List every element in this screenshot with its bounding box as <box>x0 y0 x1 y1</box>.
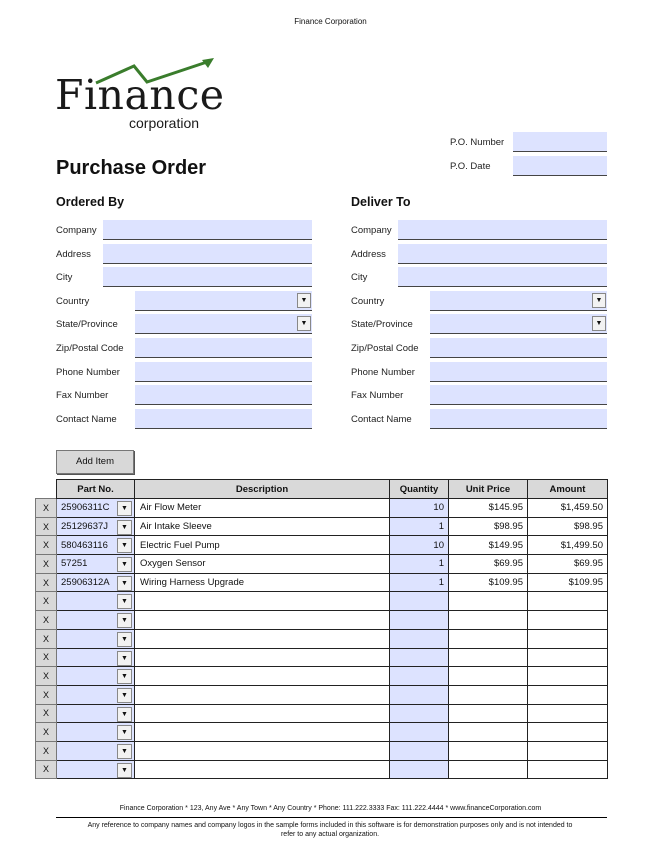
po-number-label: P.O. Number <box>450 137 505 148</box>
quantity-field[interactable] <box>390 592 449 611</box>
dropdown-arrow-icon[interactable]: ▼ <box>117 632 132 647</box>
remove-row-button[interactable]: X <box>36 723 57 742</box>
quantity-field[interactable]: 1 <box>390 555 449 574</box>
page-header-text: Finance Corporation <box>294 17 367 26</box>
add-item-button[interactable]: Add Item <box>56 450 134 474</box>
quantity-field[interactable] <box>390 723 449 742</box>
table-row <box>36 499 608 518</box>
table-row <box>36 536 608 555</box>
part-number-select[interactable] <box>57 536 135 555</box>
amount-cell: $98.95 <box>528 517 608 536</box>
deliver-to-label: Company <box>351 225 392 236</box>
part-number-select[interactable] <box>57 648 135 667</box>
unit-price-cell <box>449 629 528 648</box>
table-row <box>36 741 608 760</box>
po-number-field[interactable] <box>513 132 607 152</box>
unit-price-cell: $145.95 <box>449 499 528 518</box>
table-row <box>36 555 608 574</box>
dropdown-arrow-icon[interactable]: ▼ <box>117 557 132 572</box>
ordered-by-label: Country <box>56 296 90 307</box>
dropdown-arrow-icon[interactable]: ▼ <box>117 651 132 666</box>
table-row <box>36 517 608 536</box>
deliver-to-field[interactable] <box>398 244 607 264</box>
amount-cell <box>528 611 608 630</box>
part-number-value: 25906311C <box>61 502 110 514</box>
ordered-by-field[interactable] <box>103 220 312 240</box>
dropdown-arrow-icon[interactable]: ▼ <box>117 594 132 609</box>
deliver-to-label: State/Province <box>351 319 413 330</box>
deliver-to-label: Address <box>351 249 386 260</box>
remove-row-button[interactable]: X <box>36 536 57 555</box>
table-row <box>36 685 608 704</box>
amount-cell <box>528 704 608 723</box>
part-number-value: 25906312A <box>61 577 110 589</box>
remove-row-button[interactable]: X <box>36 611 57 630</box>
amount-cell <box>528 723 608 742</box>
dropdown-arrow-icon[interactable]: ▼ <box>117 576 132 591</box>
dropdown-arrow-icon[interactable]: ▼ <box>117 501 132 516</box>
unit-price-cell <box>449 723 528 742</box>
dropdown-arrow-icon[interactable]: ▼ <box>117 688 132 703</box>
page-title: Purchase Order <box>56 157 207 179</box>
description-cell[interactable] <box>135 667 390 686</box>
table-row <box>36 723 608 742</box>
ordered-by-field[interactable] <box>103 244 312 264</box>
po-date-label: P.O. Date <box>450 161 491 172</box>
table-row <box>36 667 608 686</box>
table-row <box>36 760 608 779</box>
table-row <box>36 611 608 630</box>
footer-disclaimer: Any reference to company names and company logos in the sample forms included in this software is for demonstration purposes only and is not intended to refer to any actual organization. <box>87 822 573 838</box>
part-number-select[interactable] <box>57 592 135 611</box>
ordered-by-field[interactable] <box>135 385 312 405</box>
quantity-field[interactable] <box>390 611 449 630</box>
amount-cell: $1,459.50 <box>528 499 608 518</box>
logo-sub-text: corporation <box>129 115 200 131</box>
part-number-value: 25129637J <box>61 521 109 533</box>
amount-cell <box>528 760 608 779</box>
quantity-field[interactable] <box>390 741 449 760</box>
part-number-value: 57251 <box>61 558 88 570</box>
ordered-by-label: City <box>56 272 73 283</box>
amount-cell <box>528 592 608 611</box>
ordered-by-select[interactable] <box>135 291 312 311</box>
unit-price-cell <box>449 648 528 667</box>
table-row <box>36 629 608 648</box>
col-header-part-no: Part No. <box>57 480 135 499</box>
part-number-select[interactable] <box>57 685 135 704</box>
footer-divider <box>56 817 607 818</box>
table-row <box>36 648 608 667</box>
part-number-select[interactable] <box>57 573 135 592</box>
unit-price-cell <box>449 741 528 760</box>
deliver-to-label: Country <box>351 296 385 307</box>
quantity-field[interactable] <box>390 685 449 704</box>
ordered-by-label: Company <box>56 225 97 236</box>
table-row <box>36 592 608 611</box>
deliver-to-field[interactable] <box>430 362 607 382</box>
part-number-select[interactable] <box>57 760 135 779</box>
remove-row-button[interactable]: X <box>36 499 57 518</box>
remove-row-button[interactable]: X <box>36 760 57 779</box>
dropdown-arrow-icon[interactable]: ▼ <box>592 316 606 331</box>
description-cell[interactable]: Electric Fuel Pump <box>135 536 390 555</box>
unit-price-cell: $149.95 <box>449 536 528 555</box>
remove-row-button[interactable]: X <box>36 573 57 592</box>
unit-price-cell <box>449 667 528 686</box>
quantity-field[interactable]: 1 <box>390 573 449 592</box>
part-number-select[interactable] <box>57 667 135 686</box>
ordered-by-field[interactable] <box>135 362 312 382</box>
part-number-value: 580463116 <box>61 539 108 551</box>
amount-cell: $1,499.50 <box>528 536 608 555</box>
deliver-to-field[interactable] <box>398 220 607 240</box>
ordered-by-field[interactable] <box>135 338 312 358</box>
remove-row-button[interactable]: X <box>36 555 57 574</box>
deliver-to-label: Fax Number <box>351 390 404 401</box>
description-cell[interactable] <box>135 723 390 742</box>
remove-row-button[interactable]: X <box>36 704 57 723</box>
description-cell[interactable]: Wiring Harness Upgrade <box>135 573 390 592</box>
dropdown-arrow-icon[interactable]: ▼ <box>117 763 132 778</box>
quantity-field[interactable] <box>390 648 449 667</box>
unit-price-cell <box>449 760 528 779</box>
dropdown-arrow-icon[interactable]: ▼ <box>117 744 132 759</box>
col-header-amount: Amount <box>528 480 608 499</box>
ordered-by-field[interactable] <box>103 267 312 287</box>
deliver-to-heading: Deliver To <box>351 195 411 209</box>
description-cell[interactable] <box>135 685 390 704</box>
description-cell[interactable] <box>135 741 390 760</box>
deliver-to-select[interactable] <box>430 291 607 311</box>
remove-row-button[interactable]: X <box>36 592 57 611</box>
dropdown-arrow-icon[interactable]: ▼ <box>117 669 132 684</box>
remove-row-button[interactable]: X <box>36 629 57 648</box>
amount-cell <box>528 667 608 686</box>
remove-row-button[interactable]: X <box>36 648 57 667</box>
unit-price-cell: $69.95 <box>449 555 528 574</box>
part-number-select[interactable] <box>57 555 135 574</box>
line-items-body <box>36 499 608 779</box>
part-number-select[interactable] <box>57 704 135 723</box>
table-row <box>36 704 608 723</box>
ordered-by-heading: Ordered By <box>56 195 125 209</box>
deliver-to-label: City <box>351 272 368 283</box>
amount-cell <box>528 685 608 704</box>
dropdown-arrow-icon[interactable]: ▼ <box>297 316 311 331</box>
po-date-field[interactable] <box>513 156 607 176</box>
deliver-to-label: Phone Number <box>351 367 415 378</box>
ordered-by-label: Contact Name <box>56 414 117 425</box>
quantity-field[interactable] <box>390 667 449 686</box>
unit-price-cell: $109.95 <box>449 573 528 592</box>
dropdown-arrow-icon[interactable]: ▼ <box>117 707 132 722</box>
description-cell[interactable] <box>135 704 390 723</box>
ordered-by-label: Fax Number <box>56 390 109 401</box>
part-number-select[interactable] <box>57 723 135 742</box>
amount-cell: $109.95 <box>528 573 608 592</box>
unit-price-cell <box>449 704 528 723</box>
description-cell[interactable] <box>135 592 390 611</box>
footer-contact: Finance Corporation * 123, Any Ave * Any Town * Any Country * Phone: 111.222.3333 Fax: 111.222.4444 * www.financeCorporation.com <box>119 805 542 812</box>
deliver-to-label: Contact Name <box>351 414 412 425</box>
ordered-by-field[interactable] <box>135 409 312 429</box>
description-cell[interactable] <box>135 611 390 630</box>
deliver-to-field[interactable] <box>398 267 607 287</box>
dropdown-arrow-icon[interactable]: ▼ <box>117 538 132 553</box>
part-number-select[interactable] <box>57 517 135 536</box>
description-cell[interactable]: Oxygen Sensor <box>135 555 390 574</box>
amount-cell <box>528 741 608 760</box>
quantity-field[interactable]: 10 <box>390 536 449 555</box>
description-cell[interactable] <box>135 629 390 648</box>
part-number-select[interactable] <box>57 741 135 760</box>
unit-price-cell <box>449 592 528 611</box>
description-cell[interactable] <box>135 760 390 779</box>
col-header-quantity: Quantity <box>390 480 449 499</box>
deliver-to-select[interactable] <box>430 314 607 334</box>
ordered-by-select[interactable] <box>135 314 312 334</box>
quantity-field[interactable] <box>390 760 449 779</box>
dropdown-arrow-icon[interactable]: ▼ <box>117 520 132 535</box>
ordered-by-label: Zip/Postal Code <box>56 343 124 354</box>
remove-row-button[interactable]: X <box>36 685 57 704</box>
deliver-to-field[interactable] <box>430 385 607 405</box>
remove-row-button[interactable]: X <box>36 741 57 760</box>
deliver-to-field[interactable] <box>430 409 607 429</box>
logo-main-text: Finance <box>55 71 225 119</box>
part-number-select[interactable] <box>57 611 135 630</box>
unit-price-cell: $98.95 <box>449 517 528 536</box>
description-cell[interactable] <box>135 648 390 667</box>
ordered-by-label: Phone Number <box>56 367 120 378</box>
ordered-by-label: Address <box>56 249 91 260</box>
dropdown-arrow-icon[interactable]: ▼ <box>117 725 132 740</box>
description-cell[interactable]: Air Intake Sleeve <box>135 517 390 536</box>
unit-price-cell <box>449 685 528 704</box>
table-header-row <box>36 480 608 499</box>
quantity-field[interactable]: 1 <box>390 517 449 536</box>
amount-cell <box>528 629 608 648</box>
dropdown-arrow-icon[interactable]: ▼ <box>297 293 311 308</box>
amount-cell: $69.95 <box>528 555 608 574</box>
deliver-to-label: Zip/Postal Code <box>351 343 419 354</box>
dropdown-arrow-icon[interactable]: ▼ <box>592 293 606 308</box>
line-items-table <box>35 479 608 779</box>
col-header-description: Description <box>135 480 390 499</box>
remove-row-button[interactable]: X <box>36 667 57 686</box>
deliver-to-field[interactable] <box>430 338 607 358</box>
ordered-by-label: State/Province <box>56 319 118 330</box>
company-logo <box>52 55 225 135</box>
part-number-select[interactable] <box>57 499 135 518</box>
unit-price-cell <box>449 611 528 630</box>
part-number-select[interactable] <box>57 629 135 648</box>
description-cell[interactable]: Air Flow Meter <box>135 499 390 518</box>
dropdown-arrow-icon[interactable]: ▼ <box>117 613 132 628</box>
col-header-unit-price: Unit Price <box>449 480 528 499</box>
quantity-field[interactable]: 10 <box>390 499 449 518</box>
remove-column-header <box>36 480 57 499</box>
remove-row-button[interactable]: X <box>36 517 57 536</box>
quantity-field[interactable] <box>390 704 449 723</box>
table-row <box>36 573 608 592</box>
quantity-field[interactable] <box>390 629 449 648</box>
amount-cell <box>528 648 608 667</box>
